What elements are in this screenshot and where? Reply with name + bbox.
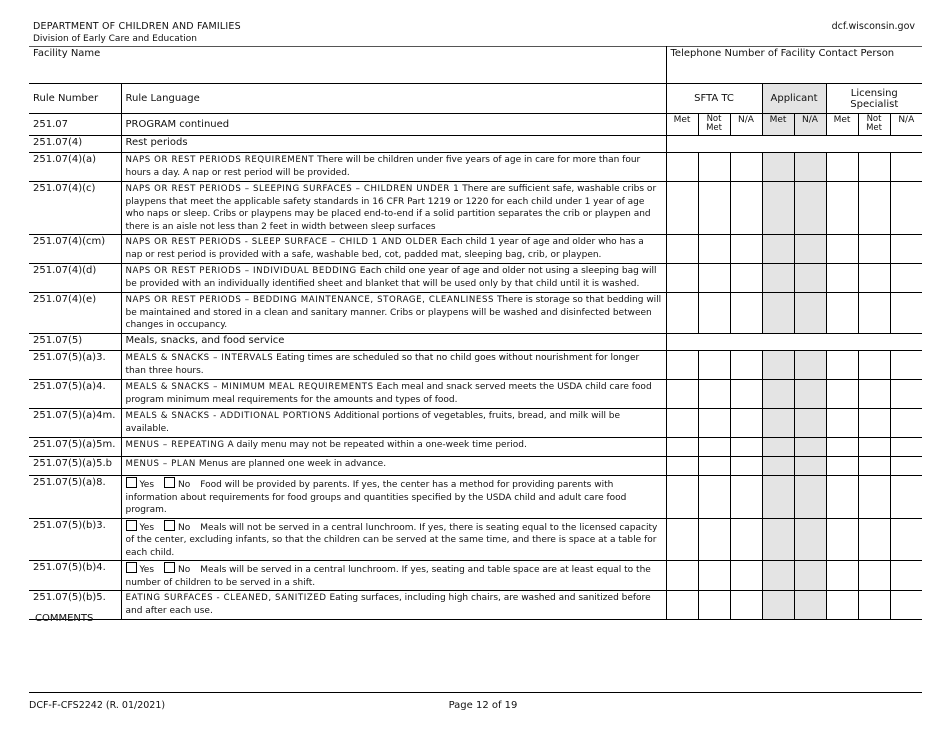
licensing-met-cell[interactable] bbox=[826, 351, 858, 380]
sfta-na-cell[interactable] bbox=[730, 591, 762, 620]
licensing-met-cell[interactable] bbox=[826, 561, 858, 591]
yes-checkbox[interactable] bbox=[126, 562, 137, 573]
rule-title: NAPS OR REST PERIODS – INDIVIDUAL BEDDING bbox=[125, 266, 357, 276]
licensing-not-met-cell[interactable] bbox=[858, 457, 890, 476]
yes-checkbox[interactable] bbox=[126, 477, 137, 488]
rule-row bbox=[29, 457, 922, 476]
licensing-not-met-cell[interactable] bbox=[858, 351, 890, 380]
rule-text: There is storage so that bedding will be maintained and stored in a clean and sanitary manner. Cribs or playpens will be washed and disinfected between changes in occupancy. bbox=[125, 295, 662, 330]
rule-number: 251.07(5)(a)5.b bbox=[29, 457, 121, 476]
rule-title: NAPS OR REST PERIODS – BEDDING MAINTENANCE, STORAGE, CLEANLINESS bbox=[125, 295, 495, 305]
licensing-na-cell[interactable] bbox=[890, 235, 922, 264]
licensing-na-cell[interactable] bbox=[890, 264, 922, 293]
rule-number: 251.07(4)(cm) bbox=[29, 235, 121, 264]
sfta-na-cell[interactable] bbox=[730, 182, 762, 235]
sfta-met-cell[interactable] bbox=[666, 293, 698, 334]
group-spacer bbox=[666, 136, 922, 153]
rule-text: Meals will be served in a central lunchroom. If yes, seating and table space are at least equal to the number of children to be served in a shift. bbox=[125, 565, 651, 588]
licensing-na-cell[interactable] bbox=[890, 409, 922, 438]
sfta-not-met-cell[interactable] bbox=[698, 380, 730, 409]
rule-language bbox=[121, 591, 666, 620]
sfta-not-met-cell[interactable] bbox=[698, 293, 730, 334]
sfta-met-cell[interactable] bbox=[666, 264, 698, 293]
rule-text: Menus are planned one week in advance. bbox=[198, 459, 387, 469]
sfta-na-header: N/A bbox=[730, 114, 762, 136]
rule-language bbox=[121, 409, 666, 438]
sfta-na-cell[interactable] bbox=[730, 438, 762, 457]
sfta-na-cell[interactable] bbox=[730, 561, 762, 591]
rule-title: MEALS & SNACKS – MINIMUM MEAL REQUIREMENTS bbox=[125, 382, 374, 392]
rule-language bbox=[121, 351, 666, 380]
rule-row bbox=[29, 561, 922, 591]
sfta-na-cell[interactable] bbox=[730, 518, 762, 561]
rule-text: Eating times are scheduled so that no child goes without nourishment for longer than three hours. bbox=[125, 353, 640, 376]
sfta-na-cell[interactable] bbox=[730, 409, 762, 438]
sfta-met-cell[interactable] bbox=[666, 476, 698, 519]
rule-number: 251.07(5) bbox=[29, 334, 121, 351]
rule-language bbox=[121, 264, 666, 293]
sfta-na-cell[interactable] bbox=[730, 264, 762, 293]
no-label: No bbox=[178, 522, 191, 533]
licensing-met-cell[interactable] bbox=[826, 153, 858, 182]
rule-language bbox=[121, 561, 666, 591]
applicant-met-cell[interactable] bbox=[762, 438, 794, 457]
rule-title: EATING SURFACES - CLEANED, SANITIZED bbox=[125, 593, 327, 603]
applicant-na-header: N/A bbox=[794, 114, 826, 136]
rule-number: 251.07(5)(a)5m. bbox=[29, 438, 121, 457]
licensing-na-cell[interactable] bbox=[890, 457, 922, 476]
rule-row bbox=[29, 591, 922, 620]
rule-row bbox=[29, 264, 922, 293]
rule-language: Rest periods bbox=[121, 136, 666, 153]
rule-language bbox=[121, 457, 666, 476]
licensing-met-cell[interactable] bbox=[826, 264, 858, 293]
rule-language bbox=[121, 438, 666, 457]
licensing-met-cell[interactable] bbox=[826, 409, 858, 438]
applicant-na-cell[interactable] bbox=[794, 438, 826, 457]
rule-number: 251.07(4)(d) bbox=[29, 264, 121, 293]
website-link[interactable]: dcf.wisconsin.gov bbox=[831, 21, 915, 32]
licensing-not-met-cell[interactable] bbox=[858, 264, 890, 293]
licensing-not-met-cell[interactable] bbox=[858, 182, 890, 235]
rule-number: 251.07(5)(b)3. bbox=[29, 518, 121, 561]
rule-language bbox=[121, 235, 666, 264]
sfta-not-met-cell[interactable] bbox=[698, 235, 730, 264]
telephone-label: Telephone Number of Facility Contact Person bbox=[670, 48, 895, 59]
rule-title: NAPS OR REST PERIODS REQUIREMENT bbox=[125, 155, 315, 165]
applicant-header: Applicant bbox=[762, 84, 826, 114]
licensing-na-header: N/A bbox=[890, 114, 922, 136]
sfta-met-cell[interactable] bbox=[666, 561, 698, 591]
applicant-met-cell[interactable] bbox=[762, 409, 794, 438]
rule-text: Additional portions of vegetables, fruits, bread, and milk will be available. bbox=[125, 411, 621, 434]
licensing-not-met-cell[interactable] bbox=[858, 591, 890, 620]
rule-row bbox=[29, 438, 922, 457]
rule-language bbox=[121, 476, 666, 519]
rule-language: Meals, snacks, and food service bbox=[121, 334, 666, 351]
rule-number-header: Rule Number bbox=[29, 84, 121, 114]
rule-row bbox=[29, 518, 922, 561]
sfta-not-met-cell[interactable] bbox=[698, 476, 730, 519]
licensing-na-cell[interactable] bbox=[890, 591, 922, 620]
sfta-na-cell[interactable] bbox=[730, 457, 762, 476]
licensing-na-cell[interactable] bbox=[890, 476, 922, 519]
rule-title: MENUS – PLAN bbox=[125, 459, 196, 469]
rule-number: 251.07(4)(a) bbox=[29, 153, 121, 182]
sfta-not-met-cell[interactable] bbox=[698, 264, 730, 293]
licensing-met-cell[interactable] bbox=[826, 476, 858, 519]
applicant-met-cell[interactable] bbox=[762, 476, 794, 519]
rule-title: NAPS OR REST PERIODS – SLEEPING SURFACES – CHILDREN UNDER 1 bbox=[125, 184, 460, 194]
rule-title: MEALS & SNACKS - ADDITIONAL PORTIONS bbox=[125, 411, 332, 421]
licensing-not-met-header: Not Met bbox=[858, 114, 890, 136]
applicant-na-cell[interactable] bbox=[794, 153, 826, 182]
sfta-met-cell[interactable] bbox=[666, 380, 698, 409]
sfta-na-cell[interactable] bbox=[730, 476, 762, 519]
applicant-met-cell[interactable] bbox=[762, 591, 794, 620]
rule-title: MEALS & SNACKS – INTERVALS bbox=[125, 353, 274, 363]
division-name: Division of Early Care and Education bbox=[33, 34, 197, 44]
sfta-not-met-header: Not Met bbox=[698, 114, 730, 136]
sfta-not-met-cell[interactable] bbox=[698, 409, 730, 438]
sfta-not-met-cell[interactable] bbox=[698, 518, 730, 561]
licensing-na-cell[interactable] bbox=[890, 438, 922, 457]
rule-number: 251.07(5)(a)8. bbox=[29, 476, 121, 519]
licensing-met-cell[interactable] bbox=[826, 293, 858, 334]
sfta-header: SFTA TC bbox=[666, 84, 762, 114]
rule-title: MENUS – REPEATING bbox=[125, 440, 225, 450]
sfta-not-met-cell[interactable] bbox=[698, 153, 730, 182]
applicant-na-cell[interactable] bbox=[794, 409, 826, 438]
sfta-met-cell[interactable] bbox=[666, 351, 698, 380]
rule-number: 251.07(5)(b)5. bbox=[29, 591, 121, 620]
sfta-met-cell[interactable] bbox=[666, 438, 698, 457]
licensing-met-cell[interactable] bbox=[826, 457, 858, 476]
group-spacer bbox=[666, 334, 922, 351]
sfta-na-cell[interactable] bbox=[730, 380, 762, 409]
rule-row bbox=[29, 182, 922, 235]
yes-checkbox[interactable] bbox=[126, 520, 137, 531]
licensing-na-cell[interactable] bbox=[890, 518, 922, 561]
applicant-met-header: Met bbox=[762, 114, 794, 136]
applicant-met-cell[interactable] bbox=[762, 182, 794, 235]
applicant-na-cell[interactable] bbox=[794, 561, 826, 591]
licensing-na-cell[interactable] bbox=[890, 380, 922, 409]
no-checkbox[interactable] bbox=[164, 477, 175, 488]
licensing-not-met-cell[interactable] bbox=[858, 380, 890, 409]
comments-label: COMMENTS bbox=[35, 613, 94, 624]
applicant-na-cell[interactable] bbox=[794, 293, 826, 334]
rule-number: 251.07(4)(c) bbox=[29, 182, 121, 235]
section-number: 251.07 bbox=[29, 114, 121, 136]
sfta-met-cell[interactable] bbox=[666, 182, 698, 235]
applicant-na-cell[interactable] bbox=[794, 182, 826, 235]
rule-number: 251.07(5)(b)4. bbox=[29, 561, 121, 591]
licensing-na-cell[interactable] bbox=[890, 153, 922, 182]
sfta-not-met-cell[interactable] bbox=[698, 351, 730, 380]
licensing-met-cell[interactable] bbox=[826, 438, 858, 457]
applicant-met-cell[interactable] bbox=[762, 264, 794, 293]
licensing-met-cell[interactable] bbox=[826, 518, 858, 561]
licensing-header: Licensing Specialist bbox=[826, 84, 922, 114]
rule-row bbox=[29, 380, 922, 409]
sfta-not-met-cell[interactable] bbox=[698, 182, 730, 235]
sfta-met-cell[interactable] bbox=[666, 591, 698, 620]
applicant-met-cell[interactable] bbox=[762, 380, 794, 409]
no-checkbox[interactable] bbox=[164, 562, 175, 573]
licensing-met-cell[interactable] bbox=[826, 591, 858, 620]
rule-language bbox=[121, 293, 666, 334]
department-name: DEPARTMENT OF CHILDREN AND FAMILIES bbox=[33, 21, 241, 32]
applicant-met-cell[interactable] bbox=[762, 293, 794, 334]
sfta-na-cell[interactable] bbox=[730, 351, 762, 380]
rule-number: 251.07(4)(e) bbox=[29, 293, 121, 334]
sfta-na-cell[interactable] bbox=[730, 235, 762, 264]
rule-number: 251.07(5)(a)3. bbox=[29, 351, 121, 380]
group-row bbox=[29, 334, 922, 351]
licensing-not-met-cell[interactable] bbox=[858, 409, 890, 438]
yes-label: Yes bbox=[139, 522, 155, 533]
licensing-not-met-cell[interactable] bbox=[858, 153, 890, 182]
rule-text: Food will be provided by parents. If yes, the center has a method for providing parents with information about requirements for food groups and quantities specified by the USDA child and adult care food program. bbox=[125, 480, 627, 515]
agency-header bbox=[33, 21, 241, 45]
sfta-not-met-cell[interactable] bbox=[698, 438, 730, 457]
applicant-na-cell[interactable] bbox=[794, 457, 826, 476]
applicant-na-cell[interactable] bbox=[794, 351, 826, 380]
rule-row bbox=[29, 351, 922, 380]
rule-text: Eating surfaces, including high chairs, are washed and sanitized before and after each use. bbox=[125, 593, 651, 616]
rule-text: There will be children under five years of age in care for more than four hours a day. A nap or rest period will be provided. bbox=[125, 155, 641, 178]
no-checkbox[interactable] bbox=[164, 520, 175, 531]
licensing-na-cell[interactable] bbox=[890, 561, 922, 591]
applicant-na-cell[interactable] bbox=[794, 476, 826, 519]
sfta-na-cell[interactable] bbox=[730, 293, 762, 334]
rule-row bbox=[29, 235, 922, 264]
rule-text: A daily menu may not be repeated within a one-week time period. bbox=[227, 440, 527, 450]
licensing-na-cell[interactable] bbox=[890, 351, 922, 380]
sfta-met-cell[interactable] bbox=[666, 153, 698, 182]
rule-number: 251.07(4) bbox=[29, 136, 121, 153]
rule-text: Each child 1 year of age and older who has a nap or rest period is provided with a safe, washable bed, cot, padded mat, sleeping bag, crib, or playpen. bbox=[125, 237, 644, 260]
rule-language-header: Rule Language bbox=[121, 84, 666, 114]
no-label: No bbox=[178, 480, 191, 490]
rule-title: NAPS OR REST PERIODS - SLEEP SURFACE – CHILD 1 AND OLDER bbox=[125, 237, 438, 247]
rule-row bbox=[29, 153, 922, 182]
applicant-met-cell[interactable] bbox=[762, 518, 794, 561]
applicant-na-cell[interactable] bbox=[794, 591, 826, 620]
yes-label: Yes bbox=[139, 565, 155, 575]
page-number: Page 12 of 19 bbox=[448, 700, 518, 711]
rule-text: Each child one year of age and older not using a sleeping bag will be provided with an individually identified sheet and blanket that will be used only by that child until it is washed. bbox=[125, 266, 657, 289]
section-title: PROGRAM continued bbox=[121, 114, 666, 136]
group-row bbox=[29, 136, 922, 153]
applicant-na-cell[interactable] bbox=[794, 518, 826, 561]
applicant-met-cell[interactable] bbox=[762, 457, 794, 476]
rule-number: 251.07(5)(a)4. bbox=[29, 380, 121, 409]
rule-row bbox=[29, 476, 922, 519]
facility-name-label: Facility Name bbox=[33, 48, 101, 59]
no-label: No bbox=[178, 565, 191, 575]
licensing-not-met-cell[interactable] bbox=[858, 518, 890, 561]
rules-table bbox=[29, 46, 922, 620]
rule-row bbox=[29, 409, 922, 438]
facility-name-field[interactable] bbox=[29, 47, 666, 84]
rule-text: There are sufficient safe, washable cribs or playpens that meet the applicable safety standards in 16 CFR Part 1219 or 1220 for each child under 1 year of age who naps or sleep. Cribs or playpens may be placed end-to-end if a solid partition separates the crib or playpen and there is an aisle not less than 2 feet in width between sleep surfaces bbox=[125, 184, 657, 232]
licensing-na-cell[interactable] bbox=[890, 293, 922, 334]
rule-text: Meals will not be served in a central lunchroom. If yes, there is seating equal to the licensed capacity of the center, excluding infants, so that the children can be served at the same time, and there is space at a table for each child. bbox=[125, 522, 658, 558]
sfta-not-met-cell[interactable] bbox=[698, 591, 730, 620]
licensing-na-cell[interactable] bbox=[890, 182, 922, 235]
rule-language bbox=[121, 518, 666, 561]
telephone-field[interactable] bbox=[666, 47, 922, 84]
footer-divider bbox=[29, 692, 922, 693]
applicant-met-cell[interactable] bbox=[762, 153, 794, 182]
licensing-not-met-cell[interactable] bbox=[858, 476, 890, 519]
sfta-met-cell[interactable] bbox=[666, 457, 698, 476]
rule-language bbox=[121, 182, 666, 235]
licensing-met-cell[interactable] bbox=[826, 182, 858, 235]
applicant-na-cell[interactable] bbox=[794, 235, 826, 264]
rule-row bbox=[29, 293, 922, 334]
applicant-met-cell[interactable] bbox=[762, 235, 794, 264]
applicant-met-cell[interactable] bbox=[762, 561, 794, 591]
sfta-met-cell[interactable] bbox=[666, 518, 698, 561]
licensing-met-header: Met bbox=[826, 114, 858, 136]
rule-text: Each meal and snack served meets the USDA child care food program minimum meal requirements for the amounts and types of food. bbox=[125, 382, 652, 405]
sfta-not-met-cell[interactable] bbox=[698, 457, 730, 476]
rule-language bbox=[121, 153, 666, 182]
sfta-not-met-cell[interactable] bbox=[698, 561, 730, 591]
rule-number: 251.07(5)(a)4m. bbox=[29, 409, 121, 438]
sfta-met-header: Met bbox=[666, 114, 698, 136]
licensing-not-met-cell[interactable] bbox=[858, 235, 890, 264]
applicant-na-cell[interactable] bbox=[794, 264, 826, 293]
sfta-na-cell[interactable] bbox=[730, 153, 762, 182]
licensing-not-met-cell[interactable] bbox=[858, 561, 890, 591]
applicant-na-cell[interactable] bbox=[794, 380, 826, 409]
yes-label: Yes bbox=[139, 480, 155, 490]
applicant-met-cell[interactable] bbox=[762, 351, 794, 380]
form-id: DCF-F-CFS2242 (R. 01/2021) bbox=[29, 700, 166, 711]
licensing-not-met-cell[interactable] bbox=[858, 438, 890, 457]
licensing-met-cell[interactable] bbox=[826, 380, 858, 409]
sfta-met-cell[interactable] bbox=[666, 235, 698, 264]
licensing-met-cell[interactable] bbox=[826, 235, 858, 264]
sfta-met-cell[interactable] bbox=[666, 409, 698, 438]
licensing-not-met-cell[interactable] bbox=[858, 293, 890, 334]
rule-language bbox=[121, 380, 666, 409]
